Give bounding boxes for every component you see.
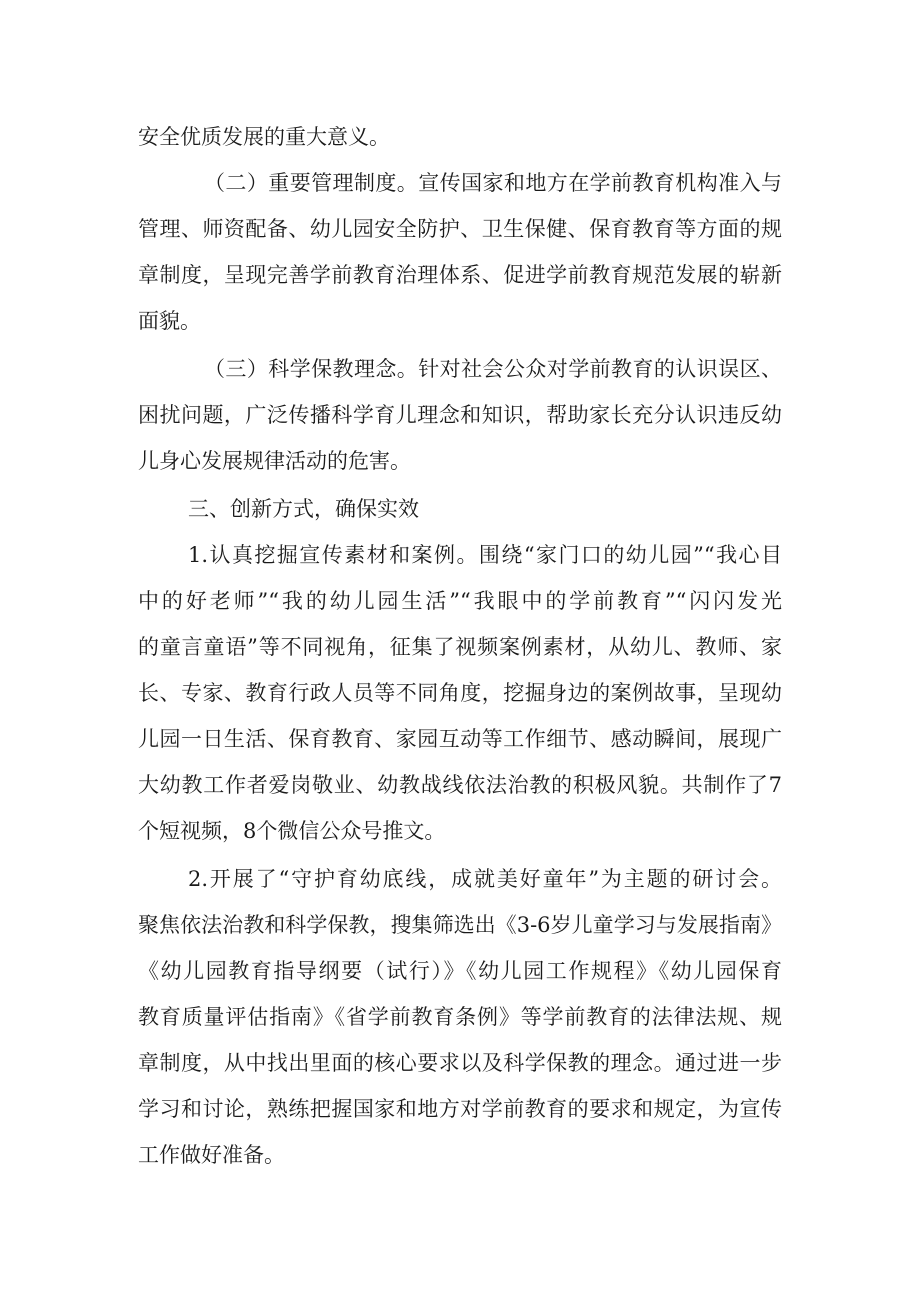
text-line: [0, 1132, 920, 1178]
text-line: [0, 1086, 920, 1132]
text-line: [0, 114, 920, 160]
text-line: [0, 716, 920, 762]
text-line: [0, 808, 920, 854]
line-text: 聚焦依法治教和科学保教，搜集筛选出《3-6岁儿童学习与发展指南》: [138, 913, 782, 937]
text-line: [0, 438, 920, 484]
text-line: [0, 902, 920, 948]
line-text: 面貌。: [138, 309, 201, 333]
section-heading: [0, 486, 920, 532]
line-text: （二）重要管理制度。宣传国家和地方在学前教育机构准入与: [204, 171, 782, 195]
text-line: [0, 994, 920, 1040]
line-text: 安全优质发展的重大意义。: [138, 125, 390, 149]
line-text: 工作做好准备。: [138, 1143, 285, 1167]
text-line: [0, 856, 920, 902]
text-line: [0, 670, 920, 716]
line-text: （三）科学保教理念。针对社会公众对学前教育的认识误区、: [204, 357, 782, 381]
line-text: 学习和讨论，熟练把握国家和地方对学前教育的要求和规定，为宣传: [138, 1097, 782, 1121]
line-text: 的童言童语”等不同视角，征集了视频案例素材，从幼儿、教师、家: [138, 635, 782, 659]
line-text: 1.认真挖掘宣传素材和案例。围绕“家门口的幼儿园”“我心目: [188, 543, 782, 567]
line-text: 教育质量评估指南》《省学前教育条例》等学前教育的法律法规、规: [138, 1005, 782, 1029]
text-line: [0, 1040, 920, 1086]
text-line: [0, 252, 920, 298]
text-line: [0, 160, 920, 206]
line-text: 三、创新方式，确保实效: [188, 497, 419, 521]
text-line: [0, 948, 920, 994]
line-text: 长、专家、教育行政人员等不同角度，挖掘身边的案例故事，呈现幼: [138, 681, 782, 705]
line-text: 儿园一日生活、保育教育、家园互动等工作细节、感动瞬间，展现广: [138, 727, 782, 751]
text-line: [0, 346, 920, 392]
line-text: 困扰问题，广泛传播科学育儿理念和知识，帮助家长充分认识违反幼: [138, 403, 782, 427]
line-text: 儿身心发展规律活动的危害。: [138, 449, 411, 473]
text-line: [0, 392, 920, 438]
text-line: [0, 624, 920, 670]
line-text: 个短视频，8个微信公众号推文。: [138, 819, 446, 843]
text-line: [0, 532, 920, 578]
line-text: 章制度，呈现完善学前教育治理体系、促进学前教育规范发展的崭新: [138, 263, 782, 287]
text-line: [0, 578, 920, 624]
line-text: 《幼儿园教育指导纲要（试行）》《幼儿园工作规程》《幼儿园保育: [138, 959, 782, 983]
line-text: 管理、师资配备、幼儿园安全防护、卫生保健、保育教育等方面的规: [138, 217, 782, 241]
text-line: [0, 298, 920, 344]
text-line: [0, 206, 920, 252]
line-text: 中的好老师”“我的幼儿园生活”“我眼中的学前教育”“闪闪发光: [138, 589, 782, 613]
line-text: 2.开展了“守护育幼底线，成就美好童年”为主题的研讨会。: [188, 867, 782, 891]
line-text: 章制度，从中找出里面的核心要求以及科学保教的理念。通过进一步: [138, 1051, 782, 1075]
text-line: [0, 762, 920, 808]
line-text: 大幼教工作者爱岗敬业、幼教战线依法治教的积极风貌。共制作了7: [138, 773, 782, 797]
